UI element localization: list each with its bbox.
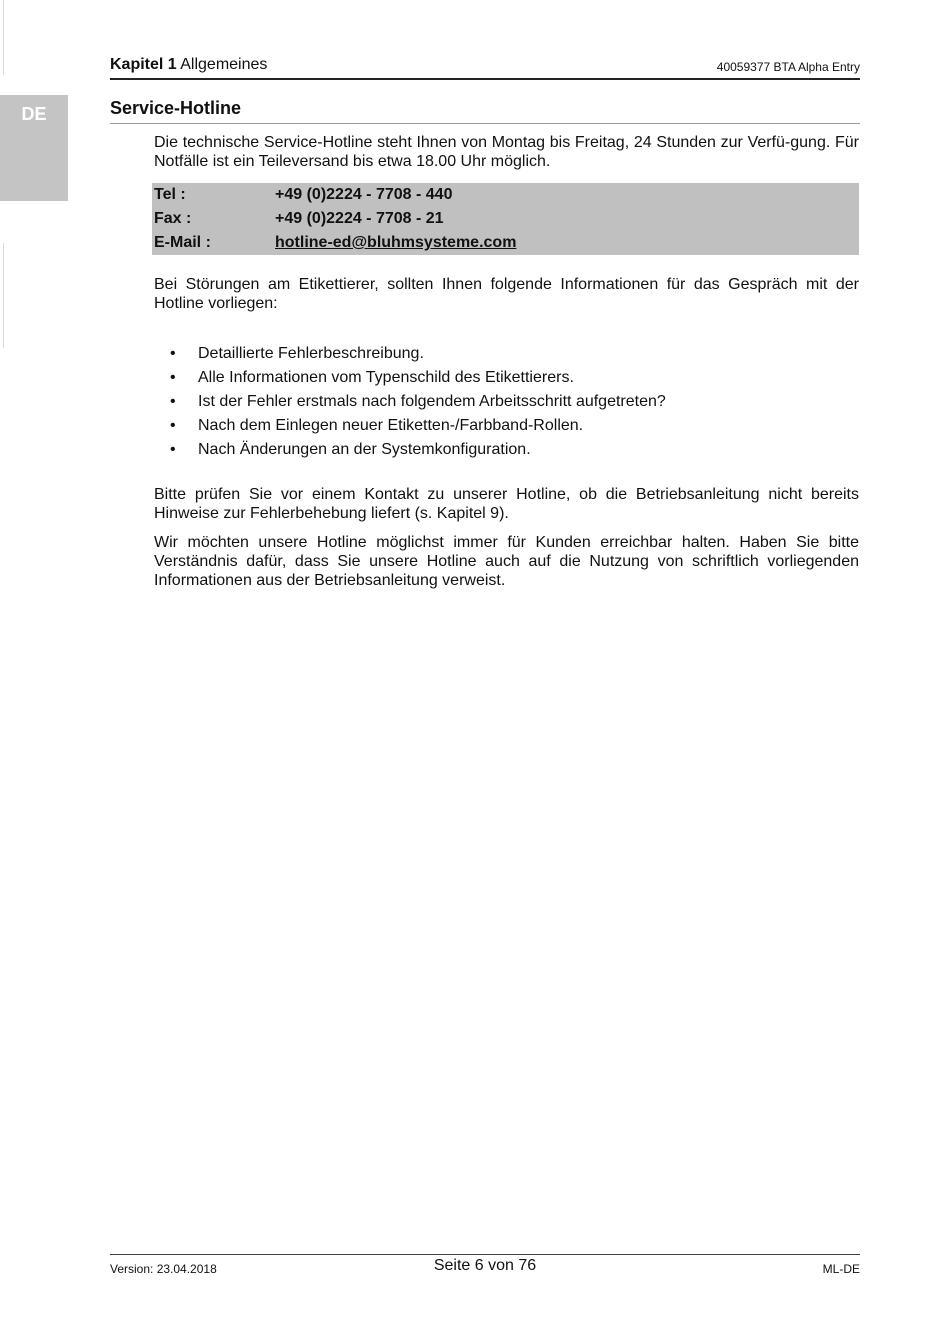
- page-number: Seite 6 von 76: [433, 1257, 537, 1274]
- list-item-text: Detaillierte Fehlerbeschreibung.: [198, 345, 424, 362]
- bullet-icon: •: [170, 345, 176, 362]
- language-code: ML-DE: [822, 1262, 860, 1276]
- version-label: Version: 23.04.2018: [110, 1262, 217, 1276]
- list-item: [154, 368, 666, 392]
- list-item: [154, 440, 666, 464]
- list-item: [154, 416, 666, 440]
- contact-label: Fax :: [154, 210, 192, 227]
- list-item-text: Nach dem Einlegen neuer Etiketten-/Farbband-Rollen.: [198, 417, 584, 434]
- check-manual-paragraph: Bitte prüfen Sie vor einem Kontakt zu unserer Hotline, ob die Betriebsanleitung nicht bereits Hinweise zur Fehlerbehebung liefert (s. Kapitel 9).: [154, 486, 859, 522]
- list-item-text: Nach Änderungen an der Systemkonfiguration.: [198, 441, 531, 458]
- contact-label: E-Mail :: [154, 234, 211, 251]
- bullet-icon: •: [170, 441, 176, 458]
- hotline-availability-paragraph: Wir möchten unsere Hotline möglichst immer für Kunden erreichbar halten. Haben Sie bitte Verständnis dafür, dass Sie unsere Hotline auch auf die Nutzung von schriftlich vorliegenden Informationen aus der Betriebsanleitung verweist.: [154, 534, 859, 589]
- email-link[interactable]: hotline-ed@bluhmsysteme.com: [275, 234, 517, 251]
- contact-row-fax: [152, 207, 859, 231]
- chapter-title: Allgemeines: [180, 56, 268, 73]
- language-tab: DE: [0, 95, 68, 201]
- bullet-icon: •: [170, 417, 176, 434]
- intro-paragraph: Die technische Service-Hotline steht Ihnen von Montag bis Freitag, 24 Stunden zur Verfü-gung. Für Notfälle ist ein Teileversand bis etwa 18.00 Uhr möglich.: [154, 134, 859, 170]
- page-header: [110, 56, 860, 80]
- contact-value: +49 (0)2224 - 7708 - 440: [275, 186, 453, 203]
- contact-label: Tel :: [154, 186, 186, 203]
- list-item: [154, 392, 666, 416]
- page-footer: [110, 1254, 860, 1279]
- bullet-icon: •: [170, 393, 176, 410]
- list-item-text: Alle Informationen vom Typenschild des Etikettierers.: [198, 369, 574, 386]
- info-bullet-list: [154, 344, 666, 464]
- contact-value: +49 (0)2224 - 7708 - 21: [275, 210, 444, 227]
- page-edge-line-top: [3, 0, 4, 75]
- bullet-icon: •: [170, 369, 176, 386]
- page-edge-line-mid: [3, 243, 4, 348]
- section-title: Service-Hotline: [110, 98, 860, 124]
- contact-value: [273, 231, 859, 255]
- contact-row-email: [152, 231, 859, 255]
- list-item: [154, 344, 666, 368]
- contact-row-tel: [152, 183, 859, 207]
- chapter-heading: [110, 56, 267, 74]
- document-id: 40059377 BTA Alpha Entry: [716, 60, 860, 74]
- info-paragraph: Bei Störungen am Etikettierer, sollten Ihnen folgende Informationen für das Gespräch mit der Hotline vorliegen:: [154, 276, 859, 312]
- list-item-text: Ist der Fehler erstmals nach folgendem Arbeitsschritt aufgetreten?: [198, 393, 666, 410]
- contact-table: [152, 183, 859, 255]
- chapter-label: Kapitel 1: [110, 56, 177, 73]
